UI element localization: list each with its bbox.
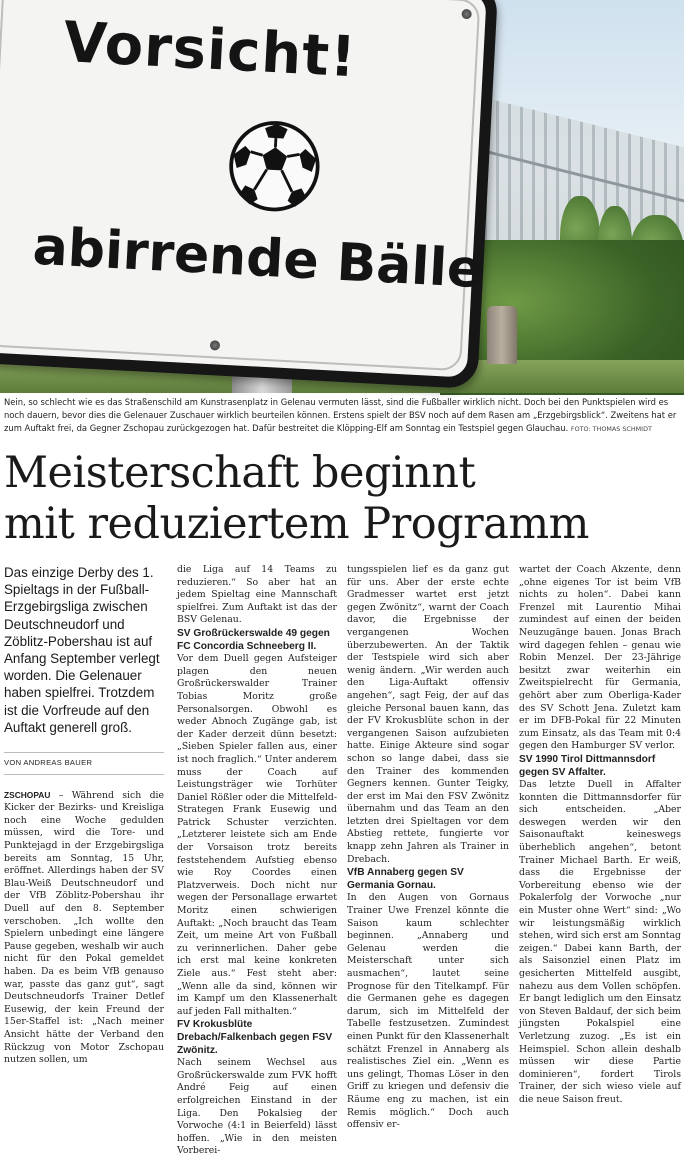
match-subheading: SV 1990 Tirol Dittmannsdorf gegen SV Affalter.: [519, 754, 681, 779]
warning-sign: [0, 0, 498, 389]
body-paragraph: tungsspielen lief es da ganz gut für uns. Aber der erste echte Gradmesser wartet erst jetzt gegen Zwönitz“, warnt der Coach davor, die Ergebnisse der vergangenen Wochen überzubewerten. An der Taktik der Testspiele wird sich aber wenig ändern. „Wir werden auch den Liga-Auftakt offensiv angehen“, sagt Feig, der auf das gleiche Personal bauen kann, das der FV Krokusblüte schon in der vergangenen Saison aufzubieten hatte. Einige Akteure sind sogar schon so lange dabei, dass sie den Trainer des kommenden Gegners kennen. Gunter Teigky, der erst im Mai den FSV Zwönitz übernahm und das Team an den letzten drei Spieltagen vor dem Abstieg rettete, fungierte vor knapp zehn Jahren als Trainer in Drebach.: [347, 564, 509, 866]
article-column-4: [519, 564, 681, 1024]
headline-line-1: Meisterschaft beginnt: [4, 448, 684, 499]
headline-line-2: mit reduziertem Programm: [4, 499, 684, 550]
body-text: – Während sich die Kicker der Bezirks- und Kreisliga noch eine Woche gedulden müssen, wird die Tore- und Punktejagd in der Erzgebirgsliga bereits am Sonntag, 15 Uhr, eröffnet. Allerdings haben der SV Blau-Weiß Deutschneudorf und der VfB Zöblitz-Pobershau ihr Duell auf den 8. September verschoben. „Ich wollte den Spielern unbedingt eine längere Pause gegeben, weshalb wir auch nicht für den Pokal gemeldet haben. Da es beim VfB genauso war, passte das ganz gut“, sagt Deutschneudorfs Trainer Detlef Eusewig, der kein Freund der 15er-Staffel ist: „Nach meiner Ansicht hätte der Verband den Rückzug von Motor Zschopau nutzen sollen, um: [4, 790, 164, 1065]
sign-text-caution: Vorsicht!: [62, 10, 358, 90]
body-paragraph: Nach seinem Wechsel aus Großrückerswalde zum FVK hofft André Feig auf einen erfolgreichen Einstand in der Liga. Den Pokalsieg der Vorwoche (4:1 in Beierfeld) lässt hoffen. „Wie in den meisten Vorberei-: [177, 1057, 337, 1158]
body-paragraph: Vor dem Duell gegen Aufsteiger plagen den neuen Großrückerswalder Trainer Tobias Moritz große Personalsorgen. Obwohl es weder Abnoch Zugänge gab, ist der Kader derzeit dünn besetzt: „Sieben Spieler fallen aus, einer ist noch fraglich.“ Unter anderem muss der Coach auf Leistungsträger wie Torhüter Daniel Rößler oder die Mittelfeld-Strategen Frank Eusewig und Patrick Schuster verzichten. „Letzterer leistete sich am Ende der Vorsaison trotz bereits feststehendem Aufstieg ebenso wie Roy Coordes einen Platzverweis. Doch nicht nur wegen der Personallage erwartet Moritz einen schwierigen Auftakt: „Noch braucht das Team Zeit, um meine Art von Fußball zu verinnerlichen. Daher gebe ich erst mal keine konkreten Ziele aus.“ Fest steht aber: „Wenn alle da sind, können wir im Kampf um den Klassenerhalt auf jeden Fall mithalten.“: [177, 653, 337, 1018]
article-column-3: [347, 564, 509, 1024]
byline: VON ANDREAS BAUER: [4, 752, 164, 775]
article-column-1: [4, 564, 164, 1024]
body-paragraph: wartet der Coach Akzente, denn „ohne eigenes Tor ist beim VfB nichts zu holen“. Dabei kann Frenzel mit Laurentio Mihai zumindest auf einen der beiden Neuzugänge bauen. Jonas Brach wird dagegen fehlen – genau wie Robin Menzel. Der 23-Jährige besitzt zwar weiterhin ein Zweitspielrecht für Germania, gehört aber zum Oberliga-Kader des SV Schott Jena. Zuletzt kam er im DFB-Pokal für 22 Minuten zum Einsatz, als das Team mit 0:4 gegen den Hamburger SV verlor.: [519, 564, 681, 753]
match-subheading: SV Großrückerswalde 49 gegen FC Concordia Schneeberg II.: [177, 628, 337, 653]
photo-credit: FOTO: THOMAS SCHMIDT: [571, 425, 652, 433]
body-paragraph: In den Augen von Gornaus Trainer Uwe Frenzel könnte die Saison kaum schlechter beginnen. „Annaberg und Gelenau werden die Meisterschaft unter sich ausmachen“, lautet seine Prognose für den Titelkampf. Für die Germanen gehe es dagegen darum, sich im Mittelfeld der Tabelle festzusetzen. Zumindest einen Punkt für den Klassenerhalt schätzt Frenzel in Annaberg als realistisches Ziel ein. „Wenn es uns gelingt, Thomas Löser in den Griff zu kriegen und defensiv die Räume eng zu machen, ist ein Remis möglich.“ Doch auch offensiv er-: [347, 892, 509, 1131]
article-column-2: [177, 564, 337, 1024]
body-paragraph: die Liga auf 14 Teams zu reduzieren.“ So aber hat an jedem Spieltag eine Mannschaft spielfrei. Zum Auftakt ist das der BSV Gelenau.: [177, 564, 337, 627]
stone-marker: [487, 306, 517, 364]
match-subheading: VfB Annaberg gegen SV Germania Gornau.: [347, 867, 509, 892]
soccer-ball-icon: [225, 117, 324, 216]
article-headline: [4, 448, 684, 550]
article-lead: Das einzige Derby des 1. Spieltags in der Fußball-Erzgebirgsliga zwischen Deutschneudorf und Zöblitz-Pobershau ist auf Anfang September verlegt worden. Die Gelenauer haben spielfrei. Trotzdem ist die Vorfreude auf den Auftakt generell groß.: [4, 564, 164, 736]
match-subheading: FV Krokusblüte Drebach/Falkenbach gegen FSV Zwönitz.: [177, 1019, 337, 1057]
photo-caption: [4, 396, 680, 436]
caption-text: Nein, so schlecht wie es das Straßenschild am Kunstrasenplatz in Gelenau vermuten lässt, sind die Fußballer wirklich nicht. Doch bei den Punktspielen wird es noch dauern, bevor dies die Gelenauer Zuschauer wirklich beurteilen können. Erstens spielt der BSV noch auf dem Rasen am „Erzgebirgsblick“. Zweitens hat er zum Auftakt frei, da Gegner Zschopau zurückgezogen hat. Dafür bestreitet die Klöpping-Elf am Sonntag ein Testspiel gegen Glauchau.: [4, 397, 676, 433]
dateline: ZSCHOPAU: [4, 790, 50, 800]
sign-text-balls: abirrende Bälle: [31, 217, 483, 300]
body-paragraph: Das letzte Duell in Affalter konnten die Dittmannsdorfer für sich entscheiden. „Aber deswegen werden wir den Saisonauftakt keineswegs überheblich angehen“, betont Trainer Michael Barth. Er weiß, dass die Ergebnisse der Vorbereitung ebenso wie der Pokalerfolg der Vorwoche „nur ein Muster ohne Wert“ sind: „Wo wir leistungsmäßig wirklich stehen, wird sich erst am Sonntag zeigen.“ Dabei kann Barth, der als Saisonziel einen Platz im gesicherten Mittelfeld ausgibt, nahezu aus dem Vollen schöpfen. Er bangt lediglich um den Einsatz von Steven Baldauf, der sich beim jüngsten Pokalspiel eine Verletzung zuzog. „Es ist ein Heimspiel. Schon allein deshalb müssen wir diese Partie dominieren“, fordert Tirols Trainer, der sich wieso viele auf die neue Saison freut.: [519, 779, 681, 1106]
article-photo: [0, 0, 684, 393]
body-paragraph: [4, 789, 164, 1067]
